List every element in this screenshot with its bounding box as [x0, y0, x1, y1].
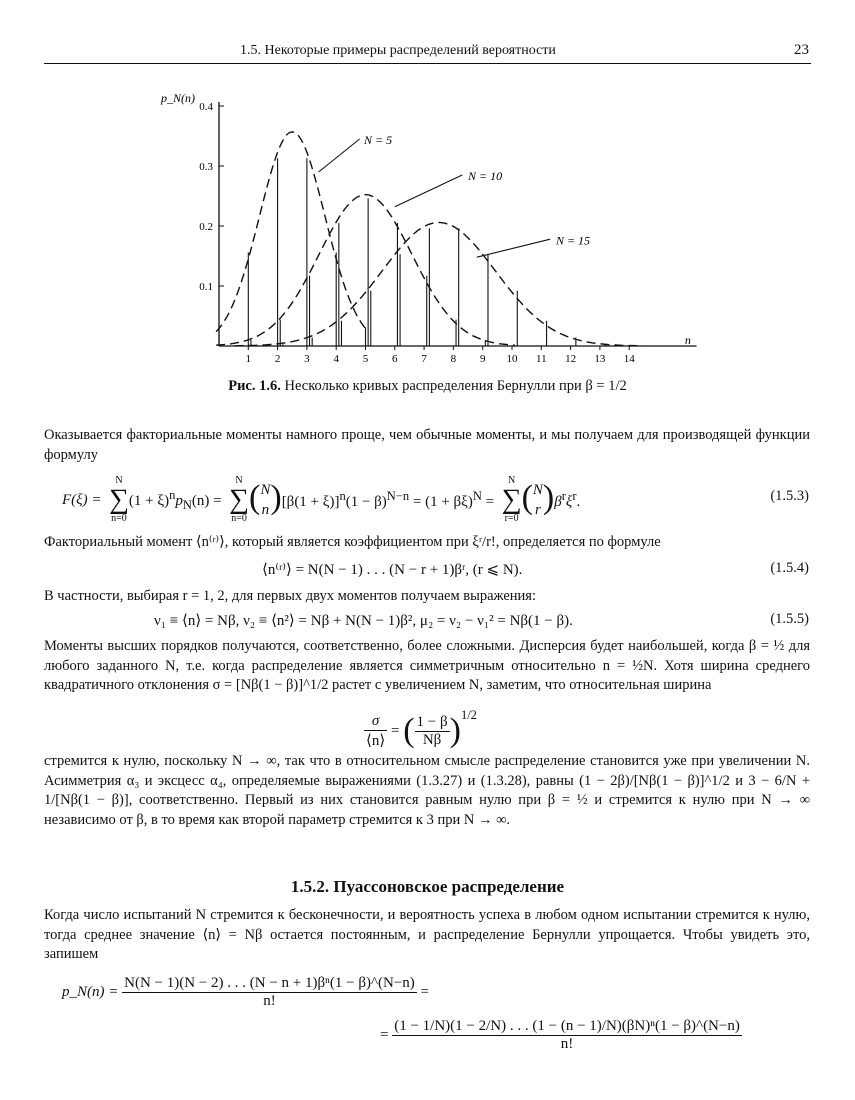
paragraph-asymmetry-excess: стремится к нулю, поскольку N → ∞, так что в относительном смысле распределение становится уже при увеличении N. Асимметрия α₃ и эксцесс α₄, определяемые выражениями (1.3.27) и (1.3.28), равны (1 − 2β)/[Nβ(1 − β)]^1/2 и 3 − 6/N + 1/[Nβ(1 − β)], соответственно. Первый из них становится равным нулю при β = ½ и стремится к нулю при N → ∞ независимо от β, в то время как второй параметр стремится к 3 при N → ∞. [44, 753, 810, 828]
header-rule [44, 63, 811, 64]
binomial-2: (N r) [521, 478, 555, 518]
fraction-final-1: $\frac{\text{N(N − 1)(N − 2) . . . (N − n + 1)βⁿ(1 − β)\textasciicircum{}(N−n)}}{n!}$ [124, 974, 415, 1009]
fraction-sigma: $\frac{\sigma}{⟨n⟩}$ [366, 712, 386, 749]
x-tick-label: 14 [623, 353, 635, 365]
section-heading-poisson: 1.5.2. Пуассоновское распределение [290, 877, 565, 896]
chart-labels [160, 91, 691, 365]
fraction-final-2: $\frac{\text{(1 − 1/N)(1 − 2/N) . . . (1 − (n − 1)/N)(βN)ⁿ(1 − β)\textasciicircum{}(N−n)}}{n!}$ [394, 1017, 740, 1052]
running-header-title: 1.5. Некоторые примеры распределений вероятности [240, 43, 556, 58]
equation-1-5-3 [62, 472, 580, 528]
paragraph-factorial-moment-def: Факториальный момент ⟨n⁽ʳ⁾⟩, который является коэффициентом при ξʳ/r!, определяется по формуле [44, 534, 661, 550]
fraction-beta: $\frac{1 - \beta}{N\beta}$ [416, 713, 448, 748]
binomial-1: (N n) [249, 478, 282, 518]
equation-poisson-limit-line1: p_N(n) = $\frac{\text{N(N − 1)(N − 2) . . . (N − n + 1)βⁿ(1 − β)\textasciicircum{}(N−n)}}{n!}$ = [62, 974, 429, 1009]
figure-caption-text: Несколько кривых распределения Бернулли при β = 1/2 [284, 378, 627, 394]
paragraph-higher-moments: Моменты высших порядков получаются, соответственно, более сложными. Дисперсия будет наибольшей, когда β = ½ для любого заданного N, т.е. когда распределение является симметричным относительно n = ½N. Хотя ширина среднего квадратичного отклонения σ = [Nβ(1 − β)]^1/2 растет с увеличением N, заметим, что относительная ширина [44, 638, 810, 693]
x-tick-label: 11 [536, 353, 547, 365]
y-axis-label: p_N(n) [161, 91, 195, 105]
x-tick-label: 5 [362, 353, 369, 365]
y-tick-label: 0.2 [199, 221, 213, 233]
y-tick-label: 0.4 [199, 101, 213, 113]
x-tick-label: 2 [274, 353, 281, 365]
chart-bars [219, 158, 605, 346]
equation-number-1-5-4: (1.5.4) [770, 560, 809, 576]
eq-final-lhs: p_N(n) = [62, 983, 119, 1000]
x-tick-label: 7 [421, 353, 427, 365]
figure-label: Рис. 1.6. [228, 378, 281, 394]
x-tick-label: 4 [333, 353, 339, 365]
x-axis-label: n [684, 333, 691, 347]
equation-relative-width: $\frac{\sigma}{⟨n⟩}$ = ( $\frac{1 - \beta}{N\beta}$ ) $^{1/2}$ [366, 708, 477, 749]
paragraph-first-moments: В частности, выбирая r = 1, 2, для первых двух моментов получаем выражения: [44, 588, 536, 604]
x-tick-label: 6 [392, 353, 398, 365]
x-tick-label: 9 [479, 353, 486, 365]
leader-line [319, 139, 360, 172]
leader-line [395, 175, 462, 207]
eq153-term2: $[\beta(1 + \xi)]^n(1 - \beta)^{N-n} = (1 + \beta\xi)^N$ = [281, 489, 495, 510]
series-label: N = 5 [364, 133, 393, 148]
series-label: N = 15 [555, 233, 591, 248]
equation-1-5-4: ⟨n⁽ʳ⁾⟩ = N(N − 1) . . . (N − r + 1)βʳ, (r ⩽ N). [262, 562, 523, 578]
sum-2: N ∑ n=0 [229, 475, 250, 524]
chart-axes [219, 102, 697, 350]
paragraph-factorial-moments: Оказывается факториальные моменты намного проще, чем обычные моменты, и мы получаем для производящей функции формулу [44, 427, 810, 463]
paragraph-poisson-intro: Когда число испытаний N стремится к бесконечности, и вероятность успеха в любом одном испытании стремится к нулю, тогда среднее значение ⟨n⟩ = Nβ остается постоянным, и распределение Бернулли упрощается. Чтобы увидеть это, запишем [44, 907, 810, 962]
y-tick-label: 0.1 [199, 281, 213, 293]
x-tick-label: 1 [245, 353, 252, 365]
equation-poisson-limit-line2: = $\frac{\text{(1 − 1/N)(1 − 2/N) . . . (1 − (n − 1)/N)(βN)ⁿ(1 − β)\textasciicircum{}(N−n)}}{n!}$ [380, 1017, 740, 1052]
x-tick-label: 3 [304, 353, 310, 365]
x-tick-label: 13 [594, 353, 606, 365]
series-label: N = 10 [468, 169, 503, 184]
equation-number-1-5-3: (1.5.3) [770, 488, 809, 504]
x-tick-label: 8 [450, 353, 457, 365]
y-tick-label: 0.3 [199, 161, 213, 173]
equation-1-5-5: ν₁ ≡ ⟨n⟩ = Nβ, ν₂ ≡ ⟨n²⟩ = Nβ + N(N − 1)β², μ₂ = ν₂ − ν₁² = Nβ(1 − β). [154, 613, 573, 629]
curve-N=10 [216, 195, 515, 346]
x-tick-label: 12 [565, 353, 577, 365]
eq153-lhs: F(ξ) = [62, 491, 102, 508]
x-tick-label: 10 [506, 353, 518, 365]
page-number: 23 [794, 42, 809, 58]
figure-caption [0, 378, 855, 395]
leader-line [477, 239, 550, 257]
sum-1: N ∑ n=0 [108, 475, 129, 524]
eq153-term3: $\beta^r\xi^r$. [554, 489, 581, 510]
bernoulli-distribution-chart [150, 82, 710, 370]
sum-3: N ∑ r=0 [501, 475, 522, 524]
eq153-term1: $(1 + \xi)^np_N(n)$ = [128, 487, 222, 512]
equation-number-1-5-5: (1.5.5) [770, 611, 809, 627]
